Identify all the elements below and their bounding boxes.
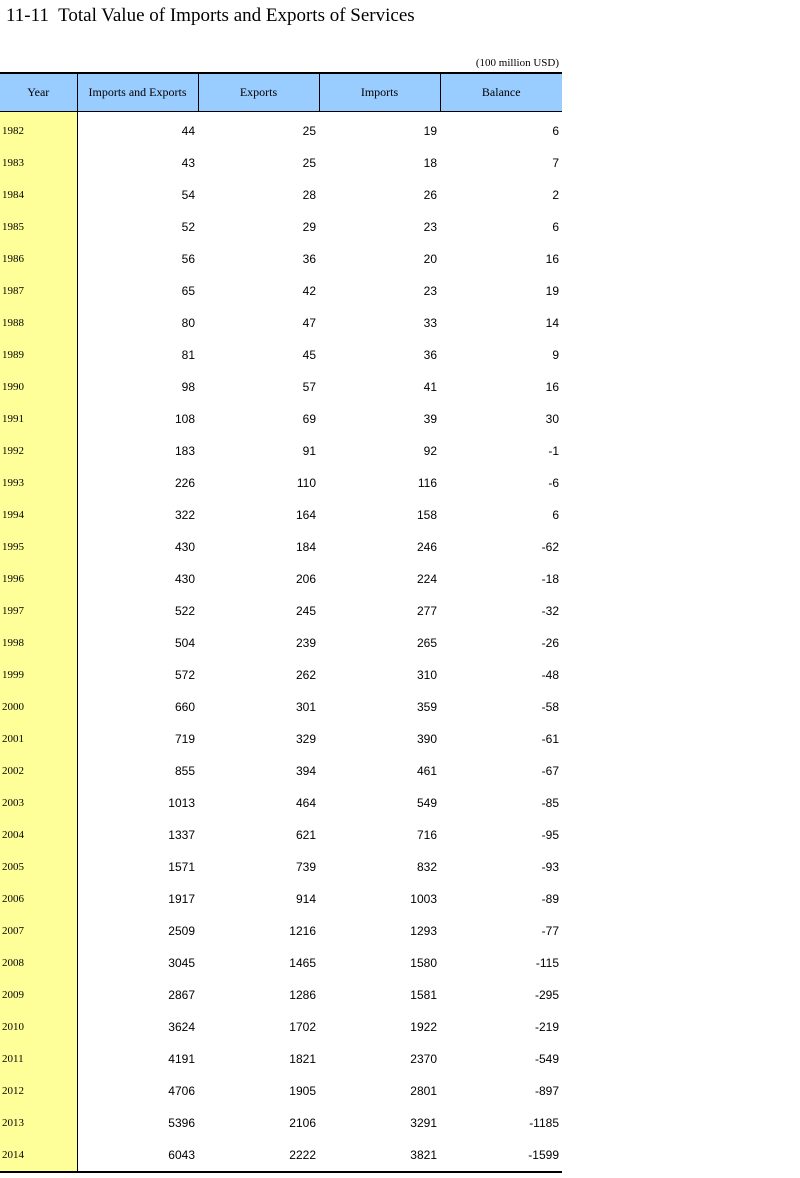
column-header-imports-and-exports: Imports and Exports — [77, 73, 198, 112]
imports-cell: 1922 — [410, 1020, 437, 1034]
year-cell: 1986 — [0, 243, 77, 275]
balance-cell: -115 — [535, 956, 559, 970]
exports-cell: 239 — [295, 636, 316, 650]
year-cell: 2001 — [0, 723, 77, 755]
exports-cell: 29 — [302, 220, 316, 234]
imports-and-exports-cell: 54 — [181, 188, 195, 202]
table-row — [0, 371, 562, 403]
table-row — [0, 1043, 562, 1075]
imports-and-exports-cell: 660 — [174, 700, 195, 714]
balance-cell: -1 — [548, 444, 559, 458]
table-row — [0, 275, 562, 307]
imports-and-exports-cell: 43 — [181, 156, 195, 170]
exports-cell: 47 — [302, 316, 316, 330]
exports-cell: 394 — [295, 764, 316, 778]
year-cell: 1999 — [0, 659, 77, 691]
imports-cell: 359 — [416, 700, 437, 714]
exports-cell: 2106 — [289, 1116, 316, 1130]
balance-cell: -58 — [541, 700, 559, 714]
table-header-row — [0, 73, 562, 112]
imports-cell: 23 — [423, 220, 437, 234]
balance-cell: -295 — [534, 988, 559, 1002]
year-cell: 1984 — [0, 179, 77, 211]
exports-cell: 25 — [302, 124, 316, 138]
year-cell: 2006 — [0, 883, 77, 915]
imports-cell: 246 — [416, 540, 437, 554]
imports-cell: 1580 — [410, 956, 437, 970]
balance-cell: -48 — [541, 668, 559, 682]
imports-and-exports-cell: 56 — [181, 252, 195, 266]
year-cell: 2013 — [0, 1107, 77, 1139]
table-row — [0, 499, 562, 531]
imports-and-exports-cell: 572 — [174, 668, 195, 682]
column-header-balance: Balance — [440, 73, 562, 112]
table-row — [0, 627, 562, 659]
balance-cell: -32 — [541, 604, 559, 618]
imports-cell: 33 — [423, 316, 437, 330]
balance-cell: 9 — [552, 348, 559, 362]
column-header-exports: Exports — [198, 73, 319, 112]
table-row — [0, 819, 562, 851]
exports-cell: 184 — [295, 540, 316, 554]
imports-and-exports-cell: 1013 — [168, 796, 195, 810]
imports-and-exports-cell: 65 — [181, 284, 195, 298]
table-row — [0, 1139, 562, 1172]
exports-cell: 28 — [302, 188, 316, 202]
balance-cell: -62 — [541, 540, 559, 554]
imports-and-exports-cell: 719 — [174, 732, 195, 746]
imports-and-exports-cell: 52 — [181, 220, 195, 234]
imports-cell: 2370 — [410, 1052, 437, 1066]
imports-and-exports-cell: 98 — [181, 380, 195, 394]
table-row — [0, 307, 562, 339]
imports-cell: 310 — [416, 668, 437, 682]
table-row — [0, 947, 562, 979]
imports-cell: 1581 — [410, 988, 437, 1002]
exports-cell: 57 — [302, 380, 316, 394]
balance-cell: 2 — [552, 188, 559, 202]
imports-and-exports-cell: 855 — [174, 764, 195, 778]
imports-and-exports-cell: 108 — [174, 412, 195, 426]
year-cell: 1997 — [0, 595, 77, 627]
exports-cell: 301 — [295, 700, 316, 714]
imports-and-exports-cell: 81 — [181, 348, 195, 362]
imports-and-exports-cell: 80 — [181, 316, 195, 330]
imports-and-exports-cell: 522 — [174, 604, 195, 618]
imports-cell: 2801 — [410, 1084, 437, 1098]
balance-cell: -77 — [541, 924, 559, 938]
balance-cell: -89 — [541, 892, 559, 906]
balance-cell: -26 — [541, 636, 559, 650]
imports-and-exports-cell: 2867 — [168, 988, 195, 1002]
exports-cell: 329 — [295, 732, 316, 746]
exports-cell: 464 — [295, 796, 316, 810]
table-row — [0, 595, 562, 627]
table-row — [0, 1107, 562, 1139]
table-row — [0, 179, 562, 211]
table-row — [0, 339, 562, 371]
balance-cell: -549 — [534, 1052, 559, 1066]
balance-cell: 16 — [545, 252, 559, 266]
year-cell: 1995 — [0, 531, 77, 563]
imports-cell: 26 — [423, 188, 437, 202]
imports-cell: 41 — [423, 380, 437, 394]
table-row — [0, 723, 562, 755]
exports-cell: 45 — [302, 348, 316, 362]
year-cell: 2012 — [0, 1075, 77, 1107]
imports-cell: 716 — [416, 828, 437, 842]
year-cell: 1998 — [0, 627, 77, 659]
unit-label: (100 million USD) — [475, 57, 559, 69]
imports-and-exports-cell: 1917 — [168, 892, 195, 906]
exports-cell: 2222 — [198, 1139, 319, 1172]
year-cell: 1993 — [0, 467, 77, 499]
exports-cell: 914 — [295, 892, 316, 906]
imports-and-exports-cell: 430 — [174, 572, 195, 586]
table-row — [0, 403, 562, 435]
table-body — [0, 112, 562, 1173]
balance-cell: -1185 — [529, 1116, 559, 1130]
exports-cell: 110 — [296, 476, 316, 490]
imports-and-exports-cell: 4706 — [168, 1084, 195, 1098]
table-row — [0, 563, 562, 595]
imports-cell: 390 — [416, 732, 437, 746]
imports-and-exports-cell: 226 — [174, 476, 195, 490]
imports-cell: 18 — [423, 156, 437, 170]
balance-cell: -897 — [534, 1084, 559, 1098]
year-cell: 2004 — [0, 819, 77, 851]
imports-and-exports-cell: 4191 — [168, 1052, 195, 1066]
table-row — [0, 243, 562, 275]
table-row — [0, 851, 562, 883]
year-cell: 1985 — [0, 211, 77, 243]
balance-cell: -219 — [534, 1020, 559, 1034]
imports-cell: 23 — [423, 284, 437, 298]
imports-cell: 92 — [423, 444, 437, 458]
imports-and-exports-cell: 3045 — [168, 956, 195, 970]
balance-cell: 19 — [545, 284, 559, 298]
balance-cell: -67 — [541, 764, 559, 778]
year-cell: 1988 — [0, 307, 77, 339]
year-cell: 2009 — [0, 979, 77, 1011]
balance-cell: 30 — [545, 412, 559, 426]
table-row — [0, 755, 562, 787]
year-cell: 2010 — [0, 1011, 77, 1043]
imports-cell: 265 — [416, 636, 437, 650]
table-row — [0, 467, 562, 499]
exports-cell: 1216 — [289, 924, 316, 938]
imports-cell: 39 — [423, 412, 437, 426]
exports-cell: 36 — [302, 252, 316, 266]
exports-cell: 69 — [302, 412, 316, 426]
exports-cell: 164 — [295, 508, 316, 522]
table-row — [0, 659, 562, 691]
imports-and-exports-cell: 430 — [174, 540, 195, 554]
table-row — [0, 115, 562, 147]
balance-cell: -93 — [541, 860, 559, 874]
year-cell: 1992 — [0, 435, 77, 467]
exports-cell: 1702 — [289, 1020, 316, 1034]
imports-and-exports-cell: 1337 — [168, 828, 195, 842]
imports-and-exports-cell: 1571 — [168, 860, 195, 874]
column-header-year: Year — [0, 73, 77, 112]
imports-and-exports-cell: 44 — [181, 124, 195, 138]
year-cell: 1991 — [0, 403, 77, 435]
year-cell: 2008 — [0, 947, 77, 979]
balance-cell: -61 — [541, 732, 559, 746]
imports-cell: 19 — [423, 124, 437, 138]
table-row — [0, 1011, 562, 1043]
balance-cell: -18 — [541, 572, 559, 586]
balance-cell: 14 — [545, 316, 559, 330]
exports-cell: 245 — [295, 604, 316, 618]
balance-cell: 6 — [552, 124, 559, 138]
services-trade-table — [0, 72, 562, 1173]
balance-cell: -85 — [541, 796, 559, 810]
year-cell: 2005 — [0, 851, 77, 883]
imports-cell: 549 — [416, 796, 437, 810]
table-row — [0, 211, 562, 243]
exports-cell: 42 — [302, 284, 316, 298]
balance-cell: 7 — [552, 156, 559, 170]
year-cell: 1987 — [0, 275, 77, 307]
year-cell: 1983 — [0, 147, 77, 179]
table-row — [0, 531, 562, 563]
imports-cell: 158 — [416, 508, 437, 522]
exports-cell: 1465 — [289, 956, 316, 970]
exports-cell: 262 — [295, 668, 316, 682]
exports-cell: 91 — [302, 444, 316, 458]
year-cell: 2014 — [0, 1139, 77, 1172]
imports-cell: 832 — [416, 860, 437, 874]
imports-cell: 20 — [423, 252, 437, 266]
year-cell: 2003 — [0, 787, 77, 819]
table-row — [0, 915, 562, 947]
year-cell: 1990 — [0, 371, 77, 403]
table-row — [0, 979, 562, 1011]
table-row — [0, 787, 562, 819]
imports-cell: 116 — [417, 476, 437, 490]
exports-cell: 621 — [295, 828, 316, 842]
exports-cell: 1821 — [289, 1052, 316, 1066]
balance-cell: 6 — [552, 220, 559, 234]
year-cell: 2007 — [0, 915, 77, 947]
balance-cell: -1599 — [440, 1139, 562, 1172]
imports-and-exports-cell: 504 — [174, 636, 195, 650]
balance-cell: 16 — [545, 380, 559, 394]
page-title: 11-11 Total Value of Imports and Exports of Services — [6, 5, 415, 26]
imports-and-exports-cell: 322 — [174, 508, 195, 522]
imports-cell: 1293 — [410, 924, 437, 938]
column-header-imports: Imports — [319, 73, 440, 112]
imports-and-exports-cell: 5396 — [168, 1116, 195, 1130]
imports-and-exports-cell: 6043 — [77, 1139, 198, 1172]
imports-cell: 36 — [423, 348, 437, 362]
balance-cell: -6 — [548, 476, 559, 490]
year-cell: 1982 — [0, 115, 77, 147]
balance-cell: -95 — [541, 828, 559, 842]
table-row — [0, 691, 562, 723]
table-row — [0, 147, 562, 179]
year-cell: 2000 — [0, 691, 77, 723]
imports-and-exports-cell: 3624 — [168, 1020, 195, 1034]
imports-cell: 224 — [416, 572, 437, 586]
table-row — [0, 883, 562, 915]
year-cell: 1994 — [0, 499, 77, 531]
imports-cell: 1003 — [410, 892, 437, 906]
exports-cell: 739 — [295, 860, 316, 874]
year-cell: 2011 — [0, 1043, 77, 1075]
exports-cell: 25 — [302, 156, 316, 170]
imports-cell: 277 — [416, 604, 437, 618]
year-cell: 1996 — [0, 563, 77, 595]
table-row — [0, 1075, 562, 1107]
year-cell: 2002 — [0, 755, 77, 787]
year-cell: 1989 — [0, 339, 77, 371]
imports-cell: 461 — [416, 764, 437, 778]
imports-cell: 3821 — [319, 1139, 440, 1172]
imports-and-exports-cell: 2509 — [168, 924, 195, 938]
exports-cell: 1905 — [289, 1084, 316, 1098]
imports-cell: 3291 — [410, 1116, 437, 1130]
table-row — [0, 435, 562, 467]
exports-cell: 206 — [295, 572, 316, 586]
exports-cell: 1286 — [289, 988, 316, 1002]
imports-and-exports-cell: 183 — [174, 444, 195, 458]
balance-cell: 6 — [552, 508, 559, 522]
